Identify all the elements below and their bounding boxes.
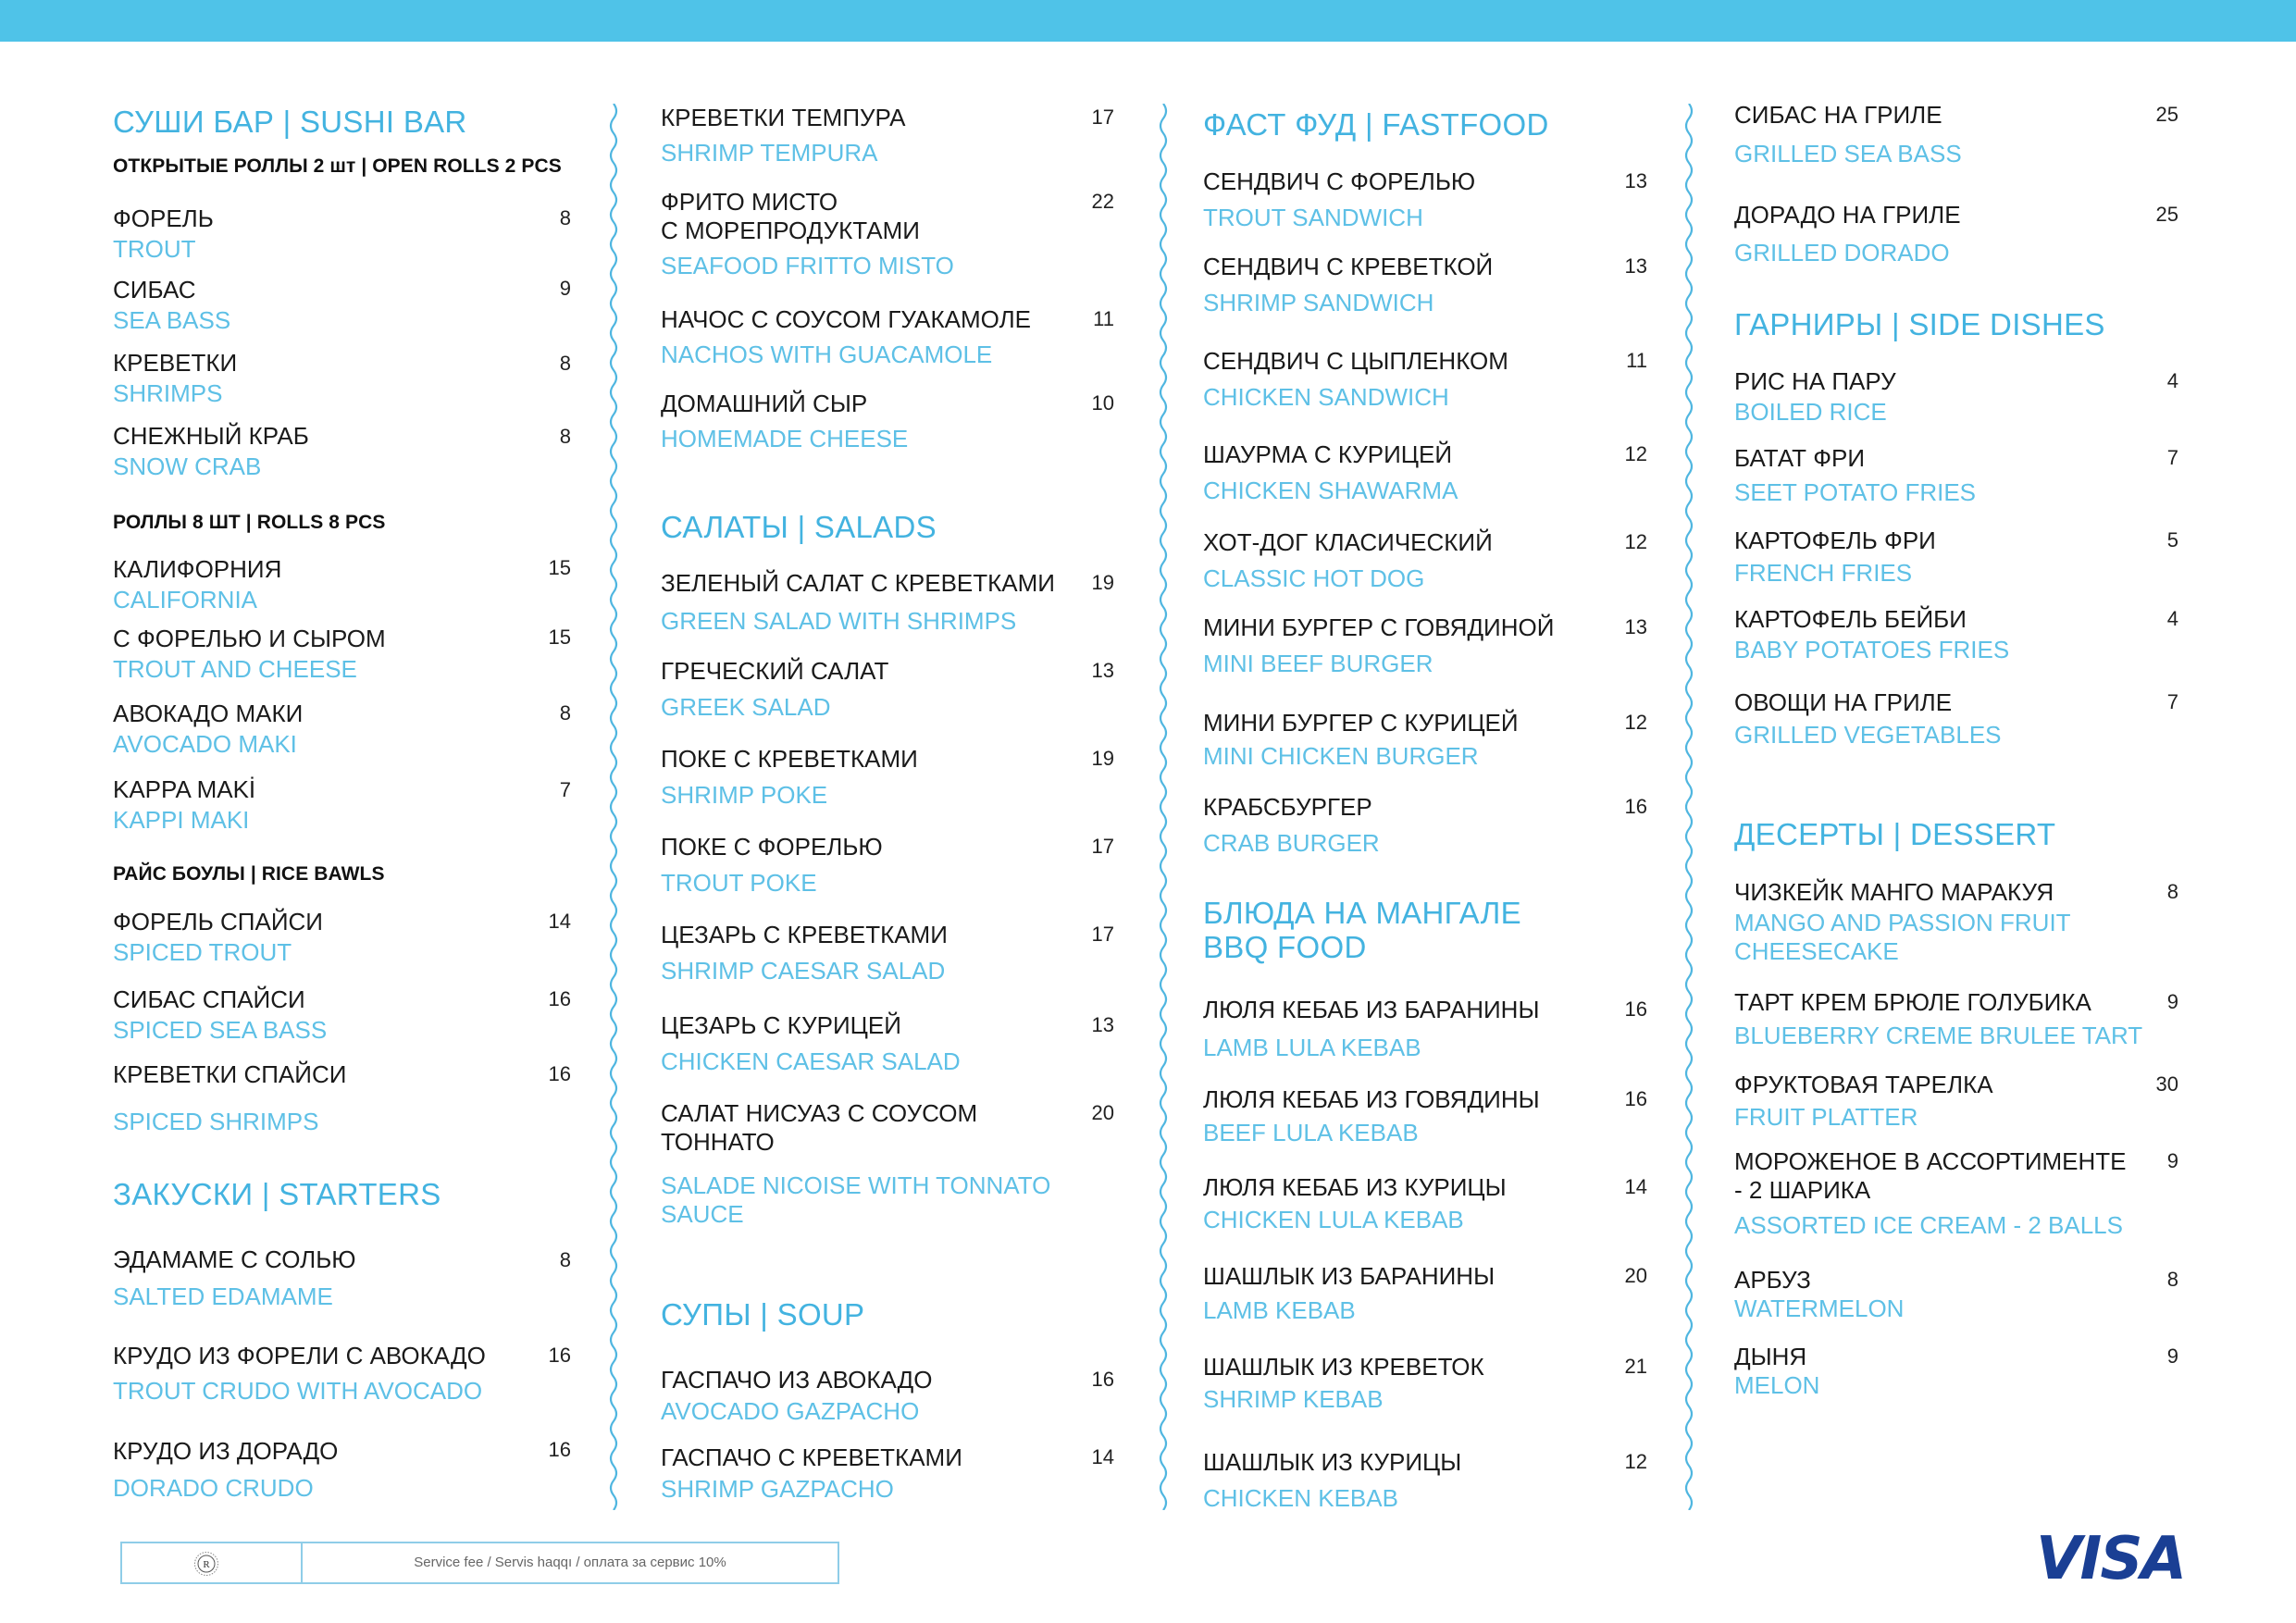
item-name-ru: СЕНДВИЧ С ЦЫПЛЕНКОМ xyxy=(1203,347,1508,375)
item-name-ru: СИБАС xyxy=(113,276,196,304)
item-name-en: BEEF LULA KEBAB xyxy=(1203,1119,1419,1146)
item-price: 22 xyxy=(1091,190,1114,213)
item-name-en: SHRIMP TEMPURA xyxy=(661,139,878,167)
item-name-en: DORADO CRUDO xyxy=(113,1474,314,1502)
item-name-en: AVOCADO MAKI xyxy=(113,730,297,758)
item-price: 14 xyxy=(1624,1175,1647,1198)
section-heading-dessert: ДЕСЕРТЫ | DESSERT xyxy=(1734,817,2056,851)
item-name-ru-line2: С МОРЕПРОДУКТАМИ xyxy=(661,217,920,244)
item-name-en: TROUT AND CHEESE xyxy=(113,655,357,683)
item-name-ru: КАРТОФЕЛЬ БЕЙБИ xyxy=(1734,605,1967,633)
item-price: 8 xyxy=(559,352,571,375)
item-name-ru: СЕНДВИЧ С КРЕВЕТКОЙ xyxy=(1203,253,1494,280)
item-name-ru: KAPPA MAKİ xyxy=(113,775,256,803)
item-name-en: ASSORTED ICE CREAM - 2 BALLS xyxy=(1734,1211,2123,1239)
service-fee-box xyxy=(120,1542,839,1584)
menu-item xyxy=(1203,613,1554,678)
menu-item xyxy=(113,908,323,967)
menu-item xyxy=(661,1366,933,1426)
item-name-en: LAMB LULA KEBAB xyxy=(1203,1034,1421,1061)
menu-item xyxy=(661,1099,1050,1229)
menu-item xyxy=(1203,1085,1540,1147)
menu-item xyxy=(1203,1353,1484,1414)
section-heading-bbq-en: BBQ FOOD xyxy=(1203,930,1367,964)
menu-item xyxy=(1203,440,1458,505)
menu-item xyxy=(1734,367,1896,427)
item-name-ru: ТАРТ КРЕМ БРЮЛЕ ГОЛУБИКА xyxy=(1734,988,2091,1016)
item-price: 17 xyxy=(1091,835,1114,858)
item-name-en: TROUT xyxy=(113,235,196,263)
menu-item xyxy=(661,657,888,722)
restaurant-seal-icon xyxy=(193,1551,219,1577)
item-name-ru: ШАШЛЫК ИЗ КРЕВЕТОК xyxy=(1203,1353,1484,1381)
item-name-en-line2: CHEESECAKE xyxy=(1734,937,1899,965)
item-name-en: SPICED TROUT xyxy=(113,938,292,966)
menu-item xyxy=(113,204,214,264)
item-name-ru: ФРУКТОВАЯ ТАРЕЛКА xyxy=(1734,1071,1993,1098)
menu-item xyxy=(113,349,237,408)
menu-item xyxy=(1734,1147,2127,1240)
subheading-rice-bowls: РАЙС БОУЛЫ | RICE BAWLS xyxy=(113,863,385,885)
menu-item xyxy=(1734,878,2071,966)
item-price: 16 xyxy=(548,1438,571,1461)
menu-item xyxy=(661,569,1055,636)
item-name-ru: ХОТ-ДОГ КЛАСИЧЕСКИЙ xyxy=(1203,528,1493,556)
subheading-open-rolls: ОТКРЫТЫЕ РОЛЛЫ 2 шт | OPEN ROLLS 2 PCS xyxy=(113,155,562,177)
item-name-en: SALTED EDAMAME xyxy=(113,1282,333,1310)
item-name-ru: БАТАТ ФРИ xyxy=(1734,444,1866,472)
item-name-en: SEAFOOD FRITTO MISTO xyxy=(661,252,954,279)
item-price: 4 xyxy=(2166,607,2178,630)
item-name-ru: ГАСПАЧО С КРЕВЕТКАМИ xyxy=(661,1443,962,1471)
item-name-ru: РИС НА ПАРУ xyxy=(1734,367,1896,395)
item-name-en: CHICKEN SANDWICH xyxy=(1203,383,1449,411)
menu-item xyxy=(113,625,386,684)
item-name-en: CALIFORNIA xyxy=(113,586,258,613)
menu-item xyxy=(113,985,327,1045)
item-name-ru: ЦЕЗАРЬ С КРЕВЕТКАМИ xyxy=(661,921,948,948)
item-name-en: CLASSIC HOT DOG xyxy=(1203,564,1425,592)
menu-item xyxy=(1203,1448,1461,1513)
item-name-en: SPICED SEA BASS xyxy=(113,1016,328,1044)
item-name-ru: ЛЮЛЯ КЕБАБ ИЗ КУРИЦЫ xyxy=(1203,1173,1507,1201)
item-name-en: GRILLED SEA BASS xyxy=(1734,140,1962,167)
menu-item xyxy=(1734,605,2009,664)
item-name-ru: МИНИ БУРГЕР С КУРИЦЕЙ xyxy=(1203,709,1519,737)
menu-item xyxy=(1734,101,1962,168)
item-price: 5 xyxy=(2166,528,2178,551)
item-name-en: SHRIMP CAESAR SALAD xyxy=(661,957,946,985)
item-price: 16 xyxy=(548,1344,571,1367)
item-name-ru: ЛЮЛЯ КЕБАБ ИЗ БАРАНИНЫ xyxy=(1203,996,1540,1023)
item-price: 8 xyxy=(559,1248,571,1271)
item-name-ru: КРЕВЕТКИ ТЕМПУРА xyxy=(661,104,906,131)
item-name-ru: ПОКЕ С ФОРЕЛЬЮ xyxy=(661,833,883,861)
menu-item xyxy=(1203,1173,1507,1234)
item-name-en: TROUT CRUDO WITH AVOCADO xyxy=(113,1377,483,1405)
item-price: 16 xyxy=(1624,1087,1647,1110)
item-name-ru: ЦЕЗАРЬ С КУРИЦЕЙ xyxy=(661,1011,901,1039)
menu-item xyxy=(113,422,309,481)
item-name-ru: ГАСПАЧО ИЗ АВОКАДО xyxy=(661,1366,933,1394)
item-price: 12 xyxy=(1624,1450,1647,1473)
item-price: 17 xyxy=(1091,105,1114,129)
menu-item xyxy=(1734,201,1961,267)
menu-item xyxy=(1734,688,2002,750)
item-price: 8 xyxy=(559,206,571,229)
menu-item xyxy=(661,833,883,898)
menu-item xyxy=(113,1245,356,1311)
item-name-ru: С ФОРЕЛЬЮ И СЫРОМ xyxy=(113,625,386,652)
item-price: 7 xyxy=(2166,690,2178,713)
item-price: 4 xyxy=(2166,369,2178,392)
item-price: 25 xyxy=(2155,103,2178,126)
item-name-ru: СИБАС НА ГРИЛЕ xyxy=(1734,101,1942,129)
item-name-en: SHRIMP POKE xyxy=(661,781,828,809)
item-name-en: SHRIMP KEBAB xyxy=(1203,1385,1384,1413)
subheading-rolls: РОЛЛЫ 8 ШТ | ROLLS 8 PCS xyxy=(113,512,386,533)
menu-item xyxy=(661,305,1031,369)
section-heading-fastfood: ФАСТ ФУД | FASTFOOD xyxy=(1203,107,1549,142)
item-price: 30 xyxy=(2155,1072,2178,1096)
item-name-ru: ЧИЗКЕЙК МАНГО МАРАКУЯ xyxy=(1734,878,2054,906)
item-name-ru: ШАШЛЫК ИЗ КУРИЦЫ xyxy=(1203,1448,1462,1476)
menu-item xyxy=(113,1342,486,1406)
item-price: 16 xyxy=(1624,795,1647,818)
menu-item xyxy=(661,104,905,167)
item-name-en: GREEK SALAD xyxy=(661,693,831,721)
item-name-ru-line2: - 2 ШАРИКА xyxy=(1734,1176,1871,1204)
item-name-ru: ДЫНЯ xyxy=(1734,1343,1807,1370)
wavy-divider-3 xyxy=(1682,104,1695,1510)
item-name-en-line2: SAUCE xyxy=(661,1200,744,1228)
item-name-en: FRUIT PLATTER xyxy=(1734,1103,1918,1131)
item-price: 13 xyxy=(1091,1013,1114,1036)
item-name-ru: ЭДАМАМЕ С СОЛЬЮ xyxy=(113,1245,356,1273)
menu-item xyxy=(1203,996,1539,1062)
item-name-en: CHICKEN LULA KEBAB xyxy=(1203,1206,1464,1233)
item-price: 12 xyxy=(1624,711,1647,734)
item-name-en: MINI CHICKEN BURGER xyxy=(1203,742,1479,770)
item-name-ru: КРАБСБУРГЕР xyxy=(1203,793,1372,821)
item-price: 9 xyxy=(2166,990,2178,1013)
menu-item xyxy=(1734,1343,1819,1400)
item-price: 13 xyxy=(1624,169,1647,192)
item-price: 13 xyxy=(1624,254,1647,278)
section-heading-bbq-ru: БЛЮДА НА МАНГАЛЕ xyxy=(1203,896,1521,930)
item-name-en: BABY POTATOES FRIES xyxy=(1734,636,2010,663)
menu-item xyxy=(661,1011,961,1076)
item-price: 8 xyxy=(2166,1268,2178,1291)
item-name-ru: ФРИТО МИСТО xyxy=(661,188,838,216)
item-name-en: KAPPI MAKI xyxy=(113,806,250,834)
item-price: 8 xyxy=(2166,880,2178,903)
item-price: 25 xyxy=(2155,203,2178,226)
item-price: 16 xyxy=(548,987,571,1010)
item-price: 15 xyxy=(548,556,571,579)
item-price: 9 xyxy=(2166,1149,2178,1172)
item-price: 20 xyxy=(1624,1264,1647,1287)
item-price: 14 xyxy=(548,910,571,933)
menu-item xyxy=(1203,1262,1495,1325)
item-name-ru: ЗЕЛЕНЫЙ САЛАТ С КРЕВЕТКАМИ xyxy=(661,569,1055,597)
item-price: 11 xyxy=(1093,307,1114,330)
menu-item xyxy=(661,745,918,810)
item-name-ru: КРЕВЕТКИ СПАЙСИ xyxy=(113,1060,347,1088)
section-heading-soup: СУПЫ | SOUP xyxy=(661,1297,865,1332)
item-name-en: NACHOS WITH GUACAMOLE xyxy=(661,341,993,368)
item-price: 13 xyxy=(1091,659,1114,682)
item-name-en: GRILLED DORADO xyxy=(1734,239,1950,266)
menu-item xyxy=(1203,793,1380,858)
item-name-ru: ПОКЕ С КРЕВЕТКАМИ xyxy=(661,745,918,773)
item-name-ru: СЕНДВИЧ С ФОРЕЛЬЮ xyxy=(1203,167,1476,195)
item-name-en: TROUT SANDWICH xyxy=(1203,204,1423,231)
item-price: 20 xyxy=(1091,1101,1114,1124)
menu-item xyxy=(1734,527,1936,588)
item-price: 8 xyxy=(559,425,571,448)
item-name-ru: МОРОЖЕНОЕ В АССОРТИМЕНТЕ xyxy=(1734,1147,2127,1175)
visa-logo: VISA xyxy=(2036,1525,2185,1593)
item-name-en: CHICKEN KEBAB xyxy=(1203,1484,1398,1512)
item-name-en: BLUEBERRY CREME BRULEE TART xyxy=(1734,1022,2143,1049)
item-name-en: SHRIMP SANDWICH xyxy=(1203,289,1434,316)
service-fee-text: Service fee / Servis haqqı / оплата за сервис 10% xyxy=(414,1555,726,1570)
item-price: 21 xyxy=(1624,1355,1647,1378)
item-name-ru: КРУДО ИЗ ФОРЕЛИ С АВОКАДО xyxy=(113,1342,486,1369)
item-name-ru: ДОМАШНИЙ СЫР xyxy=(661,390,868,417)
item-name-en: SALADE NICOISE WITH TONNATO xyxy=(661,1171,1051,1199)
item-name-ru: ШАУРМА С КУРИЦЕЙ xyxy=(1203,440,1453,468)
item-price: 19 xyxy=(1091,747,1114,770)
item-price: 7 xyxy=(559,778,571,801)
menu-item xyxy=(1203,167,1475,232)
item-name-en: TROUT POKE xyxy=(661,869,817,897)
item-name-ru: ОВОЩИ НА ГРИЛЕ xyxy=(1734,688,1953,716)
menu-item xyxy=(113,1437,338,1503)
menu-item xyxy=(1734,1266,1904,1323)
item-price: 13 xyxy=(1624,615,1647,638)
item-name-en: BOILED RICE xyxy=(1734,398,1887,426)
item-name-ru: КРЕВЕТКИ xyxy=(113,349,238,377)
item-price: 7 xyxy=(2166,446,2178,469)
menu-item xyxy=(1734,444,1976,507)
item-name-ru: АВОКАДО МАКИ xyxy=(113,700,304,727)
menu-item xyxy=(113,276,230,335)
item-name-ru: ШАШЛЫК ИЗ БАРАНИНЫ xyxy=(1203,1262,1496,1290)
item-name-en: GRILLED VEGETABLES xyxy=(1734,721,2002,749)
item-name-ru: МИНИ БУРГЕР С ГОВЯДИНОЙ xyxy=(1203,613,1555,641)
item-name-ru: ФОРЕЛЬ СПАЙСИ xyxy=(113,908,323,935)
menu-item xyxy=(113,700,303,759)
item-price: 8 xyxy=(559,701,571,725)
item-name-en: SHRIMP GAZPACHO xyxy=(661,1475,894,1503)
item-name-en: GREEN SALAD WITH SHRIMPS xyxy=(661,607,1017,635)
menu-item xyxy=(113,1060,346,1136)
item-name-en: LAMB KEBAB xyxy=(1203,1296,1356,1324)
item-name-ru: СИБАС СПАЙСИ xyxy=(113,985,305,1013)
item-price: 9 xyxy=(559,277,571,300)
item-price: 11 xyxy=(1626,349,1647,372)
menu-item xyxy=(661,188,954,280)
item-name-en: MANGO AND PASSION FRUIT xyxy=(1734,909,2071,936)
menu-item xyxy=(661,390,908,453)
item-name-en: SNOW CRAB xyxy=(113,452,262,480)
item-name-ru: ЛЮЛЯ КЕБАБ ИЗ ГОВЯДИНЫ xyxy=(1203,1085,1540,1113)
item-price: 15 xyxy=(548,626,571,649)
item-name-en: SPICED SHRIMPS xyxy=(113,1108,319,1135)
item-name-ru: КАРТОФЕЛЬ ФРИ xyxy=(1734,527,1936,554)
item-name-ru: НАЧОС С СОУСОМ ГУАКАМОЛЕ xyxy=(661,305,1032,333)
menu-item xyxy=(1734,1071,1993,1132)
item-price: 12 xyxy=(1624,530,1647,553)
menu-item xyxy=(1203,709,1519,771)
item-price: 16 xyxy=(1091,1368,1114,1391)
item-name-ru: СНЕЖНЫЙ КРАБ xyxy=(113,422,309,450)
item-price: 17 xyxy=(1091,923,1114,946)
item-price: 19 xyxy=(1091,571,1114,594)
menu-item xyxy=(661,921,948,985)
item-name-en: MINI BEEF BURGER xyxy=(1203,650,1433,677)
item-name-en: CHICKEN SHAWARMA xyxy=(1203,477,1458,504)
item-name-ru-line2: ТОННАТО xyxy=(661,1128,775,1156)
item-price: 12 xyxy=(1624,442,1647,465)
item-name-ru: КРУДО ИЗ ДОРАДО xyxy=(113,1437,339,1465)
menu-item xyxy=(661,1443,962,1504)
item-name-en: WATERMELON xyxy=(1734,1295,1905,1322)
item-price: 16 xyxy=(1624,997,1647,1021)
menu-item xyxy=(1734,988,2142,1050)
menu-item xyxy=(113,555,281,614)
item-name-en: SEET POTATO FRIES xyxy=(1734,478,1977,506)
section-heading-sushi-bar: СУШИ БАР | SUSHI BAR xyxy=(113,105,467,139)
section-heading-starters: ЗАКУСКИ | STARTERS xyxy=(113,1177,441,1211)
item-price: 9 xyxy=(2166,1344,2178,1368)
item-name-en: CHICKEN CAESAR SALAD xyxy=(661,1047,961,1075)
item-name-en: SHRIMPS xyxy=(113,379,223,407)
item-price: 16 xyxy=(548,1062,571,1085)
section-heading-salads: САЛАТЫ | SALADS xyxy=(661,510,937,544)
item-name-en: HOMEMADE CHEESE xyxy=(661,425,909,452)
item-name-en: CRAB BURGER xyxy=(1203,829,1380,857)
item-name-en: SEA BASS xyxy=(113,306,231,334)
item-price: 10 xyxy=(1091,391,1114,415)
wavy-divider-2 xyxy=(1157,104,1170,1510)
section-heading-side-dishes: ГАРНИРЫ | SIDE DISHES xyxy=(1734,307,2105,341)
item-name-ru: ГРЕЧЕСКИЙ САЛАТ xyxy=(661,657,889,685)
item-name-en: FRENCH FRIES xyxy=(1734,559,1913,587)
item-name-ru: КАЛИФОРНИЯ xyxy=(113,555,282,583)
seal-letter: R xyxy=(203,1559,210,1570)
menu-item xyxy=(1203,253,1493,317)
item-name-ru: ФОРЕЛЬ xyxy=(113,204,214,232)
item-name-ru: САЛАТ НИСУАЗ С СОУСОМ xyxy=(661,1099,978,1127)
menu-item xyxy=(1203,528,1493,593)
item-name-en: MELON xyxy=(1734,1371,1820,1399)
wavy-divider-1 xyxy=(607,104,620,1510)
item-name-ru: ДОРАДО НА ГРИЛЕ xyxy=(1734,201,1961,229)
top-accent-bar xyxy=(0,0,2296,42)
item-name-ru: АРБУЗ xyxy=(1734,1266,1811,1294)
item-price: 14 xyxy=(1091,1445,1114,1468)
menu-item xyxy=(1203,347,1508,412)
item-name-en: AVOCADO GAZPACHO xyxy=(661,1397,920,1425)
menu-item xyxy=(113,775,255,835)
